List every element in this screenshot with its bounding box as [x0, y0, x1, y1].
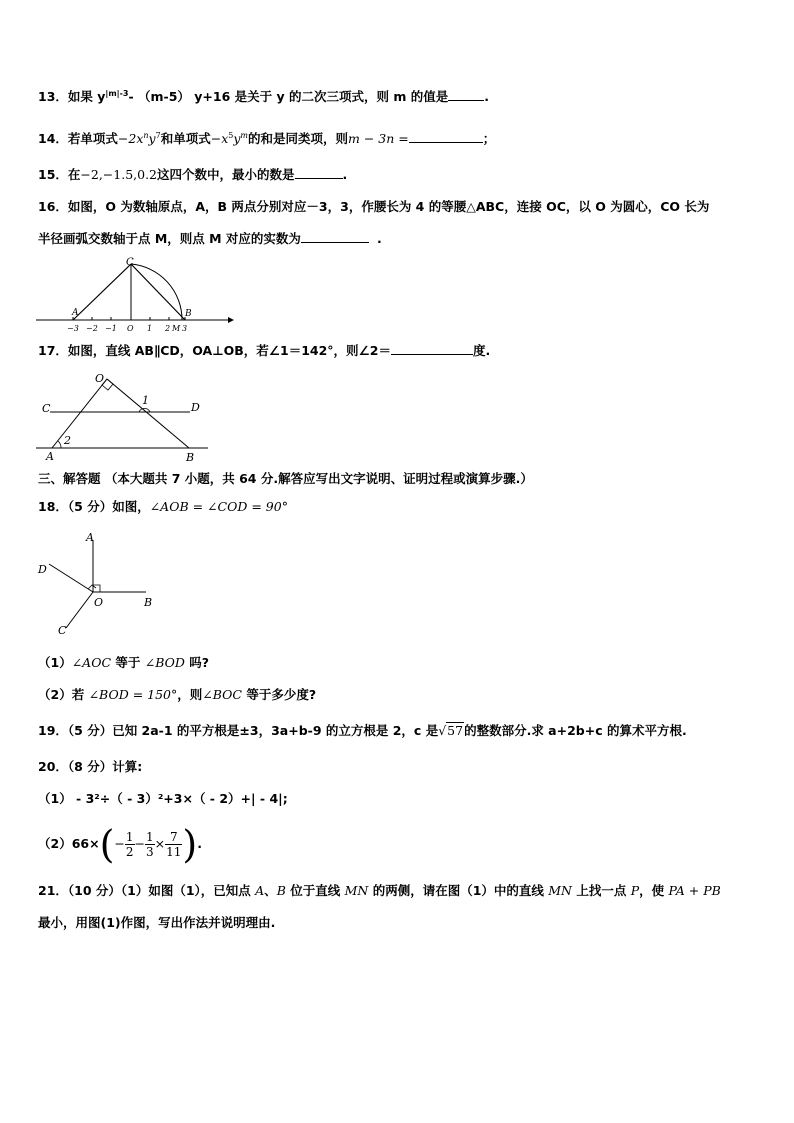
- question-21-line-2: 最小，用图(1)作图，写出作法并说明理由.: [38, 915, 276, 930]
- question-20-part-2: （2）66×(− $\frac{1}{2}$ − $\frac{1}{3}$ × $\frac{7}{11}$ ).: [38, 822, 202, 867]
- label-o: O: [94, 596, 104, 609]
- segment-ob: [107, 379, 189, 448]
- question-13: 13．如果 $y^{|m|-3}-$ （m-5） y+16 是关于 y 的二次三项式，则 m 的值是 .: [38, 88, 489, 104]
- section-3-heading: 三、解答题 （本大题共 7 小题，共 64 分.解答应写出文字说明、证明过程或演算步骤.）: [38, 471, 533, 486]
- question-15: 15．在−2,−1.5,0.2这四个数中，最小的数是 .: [38, 167, 348, 182]
- tick-label: −1: [105, 324, 117, 333]
- label-a: A: [46, 450, 54, 463]
- label-d: D: [38, 563, 47, 576]
- question-19: 19．（5 分）已知 2a-1 的平方根是±3，3a+b-9 的立方根是 2，c 是√57的整数部分.求 a+2b+c 的算术平方根.: [38, 723, 687, 738]
- question-14: 14．若单项式$-2x^ny^7$和单项式$-x^5y^m$的和是同类项，则m − 3n = ；: [38, 130, 496, 146]
- question-18-part-1: （1）∠AOC 等于 ∠BOD 吗?: [38, 655, 210, 670]
- question-18-part-2: （2）若 ∠BOD = 150°，则∠BOC 等于多少度?: [38, 687, 317, 702]
- fraction: $\frac{1}{3}$: [146, 830, 154, 859]
- label-d: D: [191, 401, 200, 414]
- ray-oc: [66, 592, 93, 628]
- question-17: 17．如图，直线 AB∥CD，OA⊥OB，若∠1＝142°，则∠2＝ 度.: [38, 343, 491, 358]
- tick-label: 2: [165, 324, 171, 333]
- tick-label: O: [127, 324, 134, 333]
- segment-cb: [131, 264, 185, 320]
- fraction: $\frac{1}{2}$: [125, 830, 134, 859]
- label-b: B: [186, 451, 195, 464]
- segment-oa: [52, 379, 107, 448]
- answer-blank: [448, 88, 484, 101]
- question-16-line-2: 半径画弧交数轴于点 M，则点 M 对应的实数为 .: [38, 231, 382, 246]
- tick-label: 1: [147, 324, 153, 333]
- segment-ac: [73, 264, 131, 320]
- label-c: C: [42, 402, 51, 415]
- label-o: O: [95, 372, 105, 385]
- question-21-line-1: 21．（10 分）（1）如图（1），已知点 A、B 位于直线 MN 的两侧，请在图（1）中的直线 MN 上找一点 P，使 PA + PB: [38, 883, 721, 898]
- ray-od: [49, 564, 93, 592]
- tick-label: M: [172, 324, 181, 333]
- answer-blank: [409, 130, 483, 143]
- tick-label: −2: [86, 324, 98, 333]
- figure-17-parallel-lines: [36, 366, 226, 466]
- question-20-title: 20．（8 分）计算:: [38, 759, 143, 774]
- label-a: A: [72, 308, 79, 318]
- angle-1-label: 1: [142, 394, 149, 407]
- label-a: A: [86, 531, 94, 544]
- question-20-part-1: （1） - 3²÷（ - 3）²+3×（ - 2）+| - 4|;: [38, 791, 288, 806]
- answer-blank: [391, 342, 473, 355]
- answer-blank: [301, 230, 369, 243]
- tick-label: −3: [67, 324, 79, 333]
- label-c: C: [58, 624, 67, 637]
- label-b: B: [185, 309, 192, 319]
- figure-16-number-line: [36, 256, 236, 336]
- exponent: |m|-3: [105, 88, 129, 98]
- square-root: √57: [438, 723, 464, 738]
- figure-18-angles: [36, 528, 166, 638]
- fraction: $\frac{7}{11}$: [166, 830, 182, 859]
- tick-label: 3: [182, 324, 188, 333]
- question-16-line-1: 16．如图，O 为数轴原点，A，B 两点分别对应－3，3，作腰长为 4 的等腰△ABC，连接 OC，以 O 为圆心，CO 长为: [38, 199, 710, 214]
- label-b: B: [144, 596, 153, 609]
- label-c: C: [126, 257, 134, 268]
- question-18: 18．（5 分）如图，∠AOB = ∠COD = 90°: [38, 499, 288, 514]
- answer-blank: [295, 166, 343, 179]
- angle-2-label: 2: [64, 434, 71, 447]
